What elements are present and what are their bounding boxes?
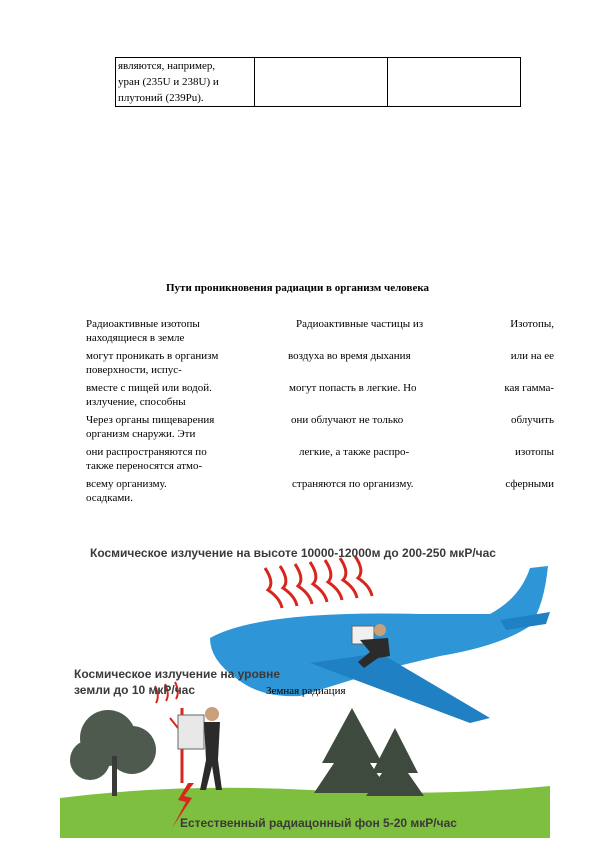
row-col-a: организм снаружи. Эти — [86, 428, 196, 440]
row-col-a: осадками. — [86, 492, 133, 504]
leafy-tree-icon — [70, 710, 156, 796]
table-cell-1 — [116, 58, 255, 107]
text-row — [86, 331, 554, 345]
row-col-b: воздуха во время дыхания — [288, 350, 411, 362]
bottom-caption: Естественный радиацонный фон 5-20 мкР/час — [180, 816, 457, 830]
row-col-c: изотопы — [515, 446, 554, 458]
row-col-b: могут попасть в легкие. Но — [289, 382, 417, 394]
standing-person-icon — [178, 707, 222, 790]
text-row — [86, 317, 554, 331]
row-col-a: вместе с пищей или водой. — [86, 382, 212, 394]
cosmic-rays-icon — [265, 556, 372, 608]
table-cell-1-line-1: являются, например, — [118, 60, 216, 72]
fir-trees-icon — [314, 708, 424, 796]
radiation-illustration — [60, 528, 550, 838]
row-col-a: они распространяются по — [86, 446, 207, 458]
row-col-b: страняются по организму. — [292, 478, 414, 490]
row-col-c: сферными — [505, 478, 554, 490]
text-row — [86, 395, 554, 409]
row-col-a: также переносятся атмо- — [86, 460, 203, 472]
row-col-c: облучить — [510, 414, 554, 426]
table-cell-1-line-2: уран (235U и 238U) и — [118, 76, 219, 88]
ground-shape — [60, 786, 550, 838]
text-row — [86, 477, 554, 491]
table-cell-2 — [255, 58, 388, 107]
row-col-b: они облучают не только — [291, 414, 404, 426]
row-col-a: Радиоактивные изотопы — [86, 318, 200, 330]
left-caption-line-2: земли до 10 мкР/час — [74, 683, 196, 697]
top-caption: Космическое излучение на высоте 10000-12000м до 200-250 мкР/час — [90, 546, 496, 560]
row-col-c: кая гамма- — [504, 382, 554, 394]
section-heading: Пути проникновения радиации в организм человека — [165, 282, 430, 294]
text-row — [86, 427, 554, 441]
row-col-a: всему организму. — [86, 478, 167, 490]
text-row — [86, 363, 554, 377]
text-row — [86, 445, 554, 459]
row-col-a: могут проникать в организм — [86, 350, 219, 362]
table-cell-1-line-3: плутоний (239Pu). — [118, 92, 204, 104]
text-row — [86, 349, 554, 363]
text-row — [86, 381, 554, 395]
text-row — [86, 491, 554, 505]
ground-radiation-label: Земная радиация — [266, 685, 346, 697]
left-caption-line-1: Космическое излучение на уровне — [74, 667, 281, 681]
row-col-c: Изотопы, — [510, 318, 554, 330]
table-cell-3 — [388, 58, 521, 107]
row-col-a: поверхности, испус- — [86, 364, 182, 376]
row-col-a: находящиеся в земле — [86, 332, 185, 344]
top-table — [115, 57, 521, 107]
row-col-b: Радиоактивные частицы из — [296, 318, 424, 330]
three-column-text — [86, 317, 554, 505]
row-col-a: излучение, способны — [86, 396, 186, 408]
row-col-a: Через органы пищеварения — [86, 414, 215, 426]
row-col-b: легкие, а также распро- — [299, 446, 410, 458]
text-row — [86, 413, 554, 427]
row-col-c: или на ее — [510, 350, 554, 362]
text-row — [86, 459, 554, 473]
